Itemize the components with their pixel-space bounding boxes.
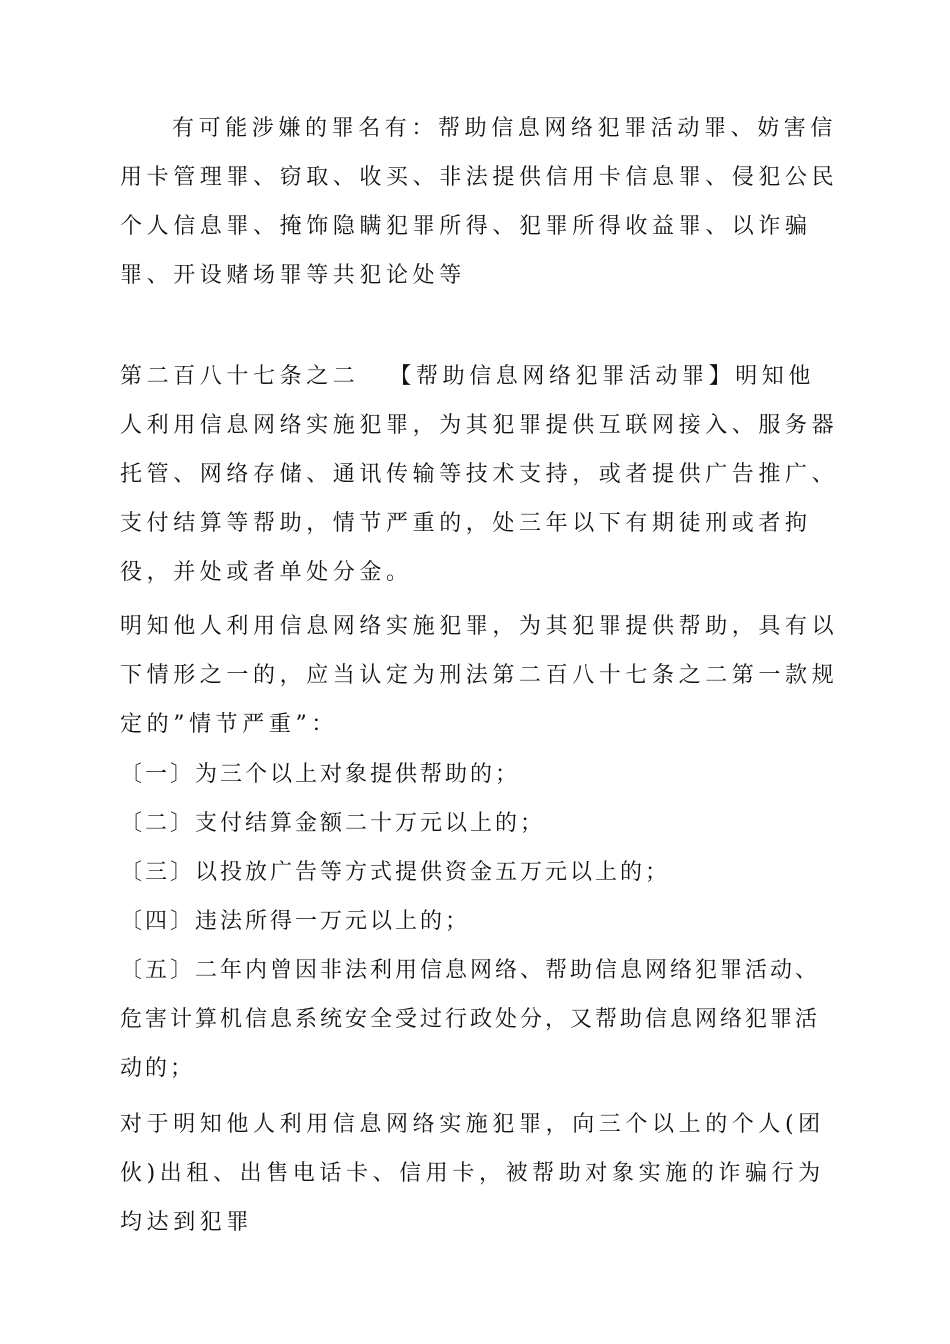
article-paragraph bbox=[120, 352, 840, 597]
article-body: 【帮助信息网络犯罪活动罪】明知他人利用信息网络实施犯罪，为其犯罪提供互联网接入、服务器托管、网络存储、通讯传输等技术支持，或者提供广告推广、支付结算等帮助，情节严重的，处三年以下有期徒刑或者拘役，并处或者单处分金。 bbox=[120, 364, 839, 585]
last-paragraph: 对于明知他人利用信息网络实施犯罪，向三个以上的个人(团伙)出租、出售电话卡、信用卡，被帮助对象实施的诈骗行为均达到犯罪 bbox=[120, 1112, 825, 1235]
list-item: 〔一〕为三个以上对象提供帮助的； bbox=[120, 762, 521, 787]
list-item: 〔五〕二年内曾因非法利用信息网络、帮助信息网络犯罪活动、危害计算机信息系统安全受过行政处分，又帮助信息网络犯罪活动的； bbox=[120, 958, 821, 1081]
list-item: 〔四〕违法所得一万元以上的； bbox=[120, 909, 471, 934]
serious-circumstances-intro: 明知他人利用信息网络实施犯罪，为其犯罪提供帮助，具有以下情形之一的，应当认定为刑法第二百八十七条之二第一款规定的”情节严重”： bbox=[120, 614, 839, 737]
list-item: 〔二〕支付结算金额二十万元以上的； bbox=[120, 811, 546, 836]
article-number: 第二百八十七条之二 bbox=[120, 364, 360, 389]
serious-circumstances-list bbox=[120, 750, 840, 1093]
possible-charges-paragraph: 有可能涉嫌的罪名有：帮助信息网络犯罪活动罪、妨害信用卡管理罪、窃取、收买、非法提供信用卡信息罪、侵犯公民个人信息罪、掩饰隐瞒犯罪所得、犯罪所得收益罪、以诈骗罪、开设赌场罪等共犯论处等 bbox=[120, 116, 839, 288]
list-item: 〔三〕以投放广告等方式提供资金五万元以上的； bbox=[120, 860, 671, 885]
